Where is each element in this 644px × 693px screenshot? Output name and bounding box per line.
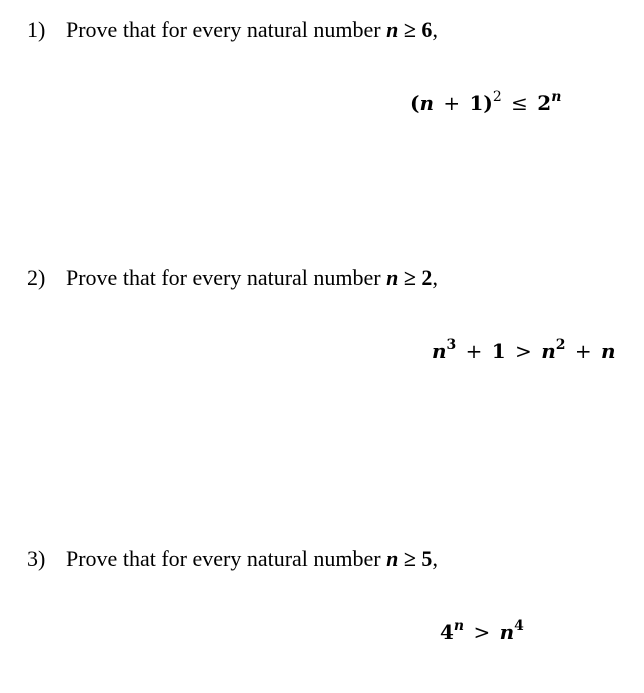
ineq-1-one: 1 bbox=[469, 91, 484, 115]
ineq-1-exponent: 2 bbox=[492, 89, 502, 105]
problem-1-comma: , bbox=[432, 17, 438, 42]
problem-2-statement bbox=[27, 265, 438, 291]
ineq-1-plus: + bbox=[437, 91, 467, 115]
ineq-3-base-exponent: n bbox=[453, 618, 465, 634]
ineq-1-lparen: ( bbox=[410, 91, 420, 115]
problem-2-inequality bbox=[432, 338, 616, 364]
problem-2-number: 2) bbox=[27, 265, 46, 290]
ineq-3-base: 4 bbox=[440, 620, 454, 644]
ineq-2-a-exponent: 3 bbox=[446, 337, 457, 353]
problem-3-condition: ≥ 5 bbox=[398, 546, 433, 571]
problem-3-text: Prove that for every natural number bbox=[66, 546, 387, 571]
ineq-2-one: 1 bbox=[491, 339, 506, 363]
problem-3-condition-variable: n bbox=[386, 546, 399, 571]
ineq-3-var: n bbox=[499, 620, 515, 644]
ineq-2-plus-1: + bbox=[459, 339, 489, 363]
ineq-1-right-exponent: n bbox=[551, 89, 562, 105]
problem-1-statement bbox=[27, 17, 438, 43]
ineq-1-base: 2 bbox=[537, 91, 552, 115]
problem-2-condition-variable: n bbox=[386, 265, 399, 290]
ineq-2-plus-2: + bbox=[568, 339, 598, 363]
problem-1-number: 1) bbox=[27, 17, 46, 42]
ineq-2-c-var: n bbox=[600, 339, 616, 363]
ineq-2-relation: > bbox=[508, 339, 539, 363]
problem-1-condition-variable: n bbox=[386, 17, 399, 42]
problem-3-inequality bbox=[440, 619, 524, 645]
problem-3-comma: , bbox=[432, 546, 438, 571]
problem-1-inequality bbox=[410, 90, 561, 116]
ineq-1-rparen: ) bbox=[483, 91, 493, 115]
ineq-1-relation: ≤ bbox=[504, 91, 535, 115]
problem-1-text: Prove that for every natural number bbox=[66, 17, 387, 42]
ineq-2-a-var: n bbox=[432, 339, 447, 363]
problem-3-statement bbox=[27, 546, 438, 572]
ineq-3-var-exponent: 4 bbox=[514, 618, 524, 634]
problem-3-number: 3) bbox=[27, 546, 46, 571]
ineq-3-relation: > bbox=[467, 620, 497, 644]
problem-2-condition: ≥ 2 bbox=[398, 265, 433, 290]
problem-1-condition: ≥ 6 bbox=[398, 17, 433, 42]
ineq-1-var: n bbox=[419, 91, 435, 115]
problem-2-comma: , bbox=[432, 265, 438, 290]
ineq-2-b-var: n bbox=[541, 339, 556, 363]
ineq-2-b-exponent: 2 bbox=[555, 337, 566, 353]
problem-2-text: Prove that for every natural number bbox=[66, 265, 387, 290]
